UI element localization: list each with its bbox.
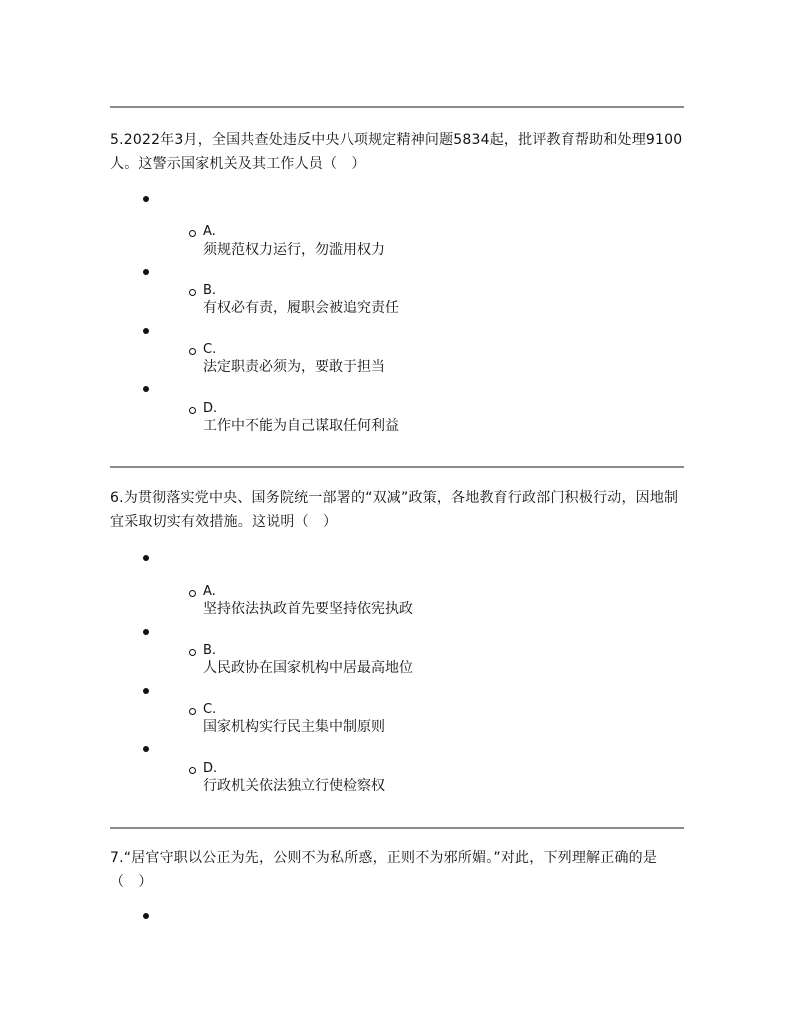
section-divider bbox=[110, 827, 684, 829]
option-text[interactable]: 行政机关依法独立行使检察权 bbox=[203, 778, 385, 794]
option-letter: D. bbox=[203, 401, 218, 416]
question-6-stem: 6.为贯彻落实党中央、国务院统一部署的“双减”政策，各地教育行政部门积极行动，因地制宜采取切实有效措施。这说明（ ） bbox=[110, 490, 679, 530]
option-text[interactable]: 有权必有责，履职会被追究责任 bbox=[203, 300, 399, 316]
option-letter: C. bbox=[203, 702, 217, 717]
option-letter: D. bbox=[203, 761, 218, 776]
section-divider bbox=[110, 466, 684, 468]
option-text[interactable]: 法定职责必须为，要敢于担当 bbox=[203, 359, 385, 375]
option-radio-circle[interactable] bbox=[189, 708, 196, 715]
option-text[interactable]: 人民政协在国家机构中居最高地位 bbox=[203, 660, 413, 676]
option-radio-circle[interactable] bbox=[189, 590, 196, 597]
bullet-marker bbox=[143, 196, 149, 202]
question-5-stem: 5.2022年3月，全国共查处违反中央八项规定精神问题5834起，批评教育帮助和处理9100人。这警示国家机关及其工作人员（ ） bbox=[110, 132, 683, 172]
bullet-marker bbox=[143, 328, 149, 334]
option-radio-circle[interactable] bbox=[189, 407, 196, 414]
section-divider bbox=[110, 106, 684, 108]
option-letter: B. bbox=[203, 643, 217, 658]
bullet-marker bbox=[143, 746, 149, 752]
question-7-stem: 7.“居官守职以公正为先，公则不为私所惑，正则不为邪所媚。”对此，下列理解正确的是（ ） bbox=[110, 850, 658, 890]
option-letter: B. bbox=[203, 283, 217, 298]
option-radio-circle[interactable] bbox=[189, 649, 196, 656]
option-text[interactable]: 国家机构实行民主集中制原则 bbox=[203, 719, 385, 735]
option-letter: A. bbox=[203, 224, 216, 239]
option-letter: C. bbox=[203, 342, 217, 357]
option-radio-circle[interactable] bbox=[189, 289, 196, 296]
option-text[interactable]: 须规范权力运行，勿滥用权力 bbox=[203, 242, 385, 258]
bullet-marker bbox=[143, 688, 149, 694]
bullet-marker bbox=[143, 386, 149, 392]
option-text[interactable]: 工作中不能为自己谋取任何利益 bbox=[203, 418, 399, 434]
bullet-marker bbox=[143, 629, 149, 635]
option-letter: A. bbox=[203, 584, 216, 599]
bullet-marker bbox=[143, 555, 149, 561]
option-radio-circle[interactable] bbox=[189, 348, 196, 355]
bullet-marker bbox=[143, 269, 149, 275]
bullet-marker bbox=[143, 913, 149, 919]
option-radio-circle[interactable] bbox=[189, 230, 196, 237]
option-radio-circle[interactable] bbox=[189, 767, 196, 774]
option-text[interactable]: 坚持依法执政首先要坚持依宪执政 bbox=[203, 601, 413, 617]
